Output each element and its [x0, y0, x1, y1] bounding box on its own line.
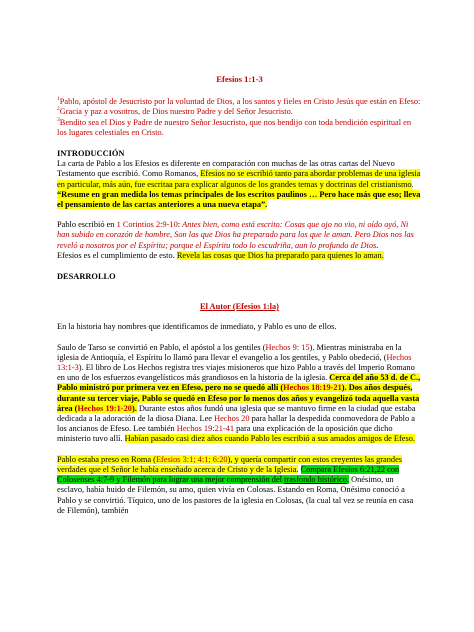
scripture-reference: Hechos 20	[214, 414, 250, 424]
highlighted-text: Habían pasado casi diez años cuando Pablo les escribió a sus amados amigos de Efeso.	[124, 434, 416, 444]
author-paragraph	[57, 343, 422, 445]
paragraph-text: Efesios es el cumplimiento de esto.	[57, 250, 177, 260]
scripture-reference: 1 Corintios 2:9-10	[116, 220, 178, 230]
section-subtitle: El Autor (Efesios 1:la)	[200, 302, 279, 312]
intro-text: La carta de Pablo a los Efesios es diferente en comparación con muchas de las otras cartas del Nuevo Testamento que escribió. Como Romanos,	[57, 159, 395, 179]
scripture-reference: Hechos 19:1-20	[77, 403, 132, 413]
highlighted-text: ).	[131, 403, 137, 413]
verse-number: 3	[57, 116, 60, 123]
intro-quote	[57, 190, 422, 210]
paragraph-text: para hallar la despedida conmovedora de Pablo a los ancianos de Efeso. Lee también	[57, 414, 415, 434]
prison-paragraph	[57, 455, 422, 516]
scripture-reference: Efesios 3:1; 4:1; 6:20	[155, 454, 228, 464]
paragraph-text: :	[177, 220, 183, 230]
highlighted-text: Revela las cosas que Dios ha preparado para quienes lo aman.	[176, 250, 384, 260]
desarrollo-heading: DESARROLLO	[57, 272, 116, 282]
paragraph-text: ). Mientras ministraba en la iglesia de Antioquía, el Espíritu lo llamó para llevar el evangelio a los gentiles, y Pablo obedeció, (	[57, 342, 402, 362]
highlighted-text: Cerca del año 53 d. de C., Pablo ministró por primera vez en Efeso, pero no se quedó allí (	[57, 373, 421, 393]
highlighted-text: Pablo estaba preso en Roma (	[57, 454, 156, 464]
verse-2: Gracia y paz a vosotros, de Dios nuestro Padre y del Señor Jesucristo.	[59, 107, 293, 117]
scripture-reference: Hechos 9: 15	[265, 342, 310, 352]
intro-heading: INTRODUCCIÓN	[57, 149, 125, 159]
verse-1: Pablo, apóstol de Jesucristo por la voluntad de Dios, a los santos y fieles en Cristo Jesús que están en Efeso:	[59, 97, 421, 107]
paragraph-text: para una explicación de la oposición que dicho ministerio tuvo allí.	[57, 424, 393, 444]
intro-text-end: .	[411, 179, 414, 189]
names-paragraph: En la historia hay nombres que identificamos de inmediato, y Pablo es uno de ellos.	[57, 322, 337, 332]
scripture-reference: Hechos 19:21-41	[176, 424, 235, 434]
green-highlighted-text: Compara Efesios 6:21,22 con Colosenses 4:7-9 y Filemón para lograr una mejor comprensión del	[57, 464, 400, 485]
paragraph-text: ). El libro de Los Hechos registra tres viajes misioneros que hizo Pablo a través del Imperio Romano en uno de los esfuerzos evangelísticos más grandiosos en la historia de la iglesia.	[57, 363, 415, 383]
scripture-reference: Hechos 18:19-21	[283, 383, 342, 393]
corinthians-paragraph	[57, 220, 422, 251]
paragraph-text: Durante estos años fundó una iglesia que se mantuvo firme en la ciudad que estaba dedicada a la adoración de la diosa Diana. Lee	[57, 403, 416, 424]
highlighted-text: ). Dos años después, durante su tercer viaje, Pablo se quedó en Efeso por lo menos dos años y evangelizó toda aquella vasta área (	[57, 383, 420, 413]
green-highlighted-text: .	[346, 475, 349, 485]
green-highlighted-link-text: trasfondo histórico	[284, 475, 347, 485]
document-body	[57, 74, 422, 516]
verse-number: 2	[57, 106, 60, 113]
paragraph-text: Pablo escribió en	[57, 220, 117, 230]
paragraph-text: .	[376, 240, 379, 250]
document-title: Efesios 1:1-3	[216, 74, 263, 84]
paragraph-text: Saulo de Tarso se convirtió en Pablo, el apóstol a los gentiles (	[57, 342, 266, 352]
fulfillment-paragraph	[57, 251, 422, 261]
scripture-passage	[57, 97, 422, 138]
highlighted-text: ), y quería compartir con estos creyentes las grandes verdades que el Señor le había enseñado acerca de Cristo y de la Iglesia.	[57, 454, 403, 474]
intro-paragraph	[57, 159, 422, 190]
verse-3: Bendito sea el Dios y Padre de nuestro Señor Jesucristo, que nos bendijo con toda bendición espiritual en los lugares celestiales en Cristo.	[57, 117, 412, 137]
scripture-quote: Antes bien, como está escrito: Cosas que ojo no vio, ni oído oyó, Ni han subido en corazón de hombre, Son las que Dios ha preparado para los que le aman. Pero Dios nos las reveló a nosotros por el Espíritu; porque el Espíritu todo lo escudriña, aun lo profundo de Dios	[57, 220, 414, 250]
verse-number: 1	[57, 96, 60, 103]
scripture-reference: Hechos 13:1-3	[57, 352, 412, 373]
quote-text: “Resume en gran medida los temas principales de los escritos paulinos … Pero hace más que eso; lleva el pensamiento de las cartas anteriores a una nueva etapa”.	[57, 189, 421, 210]
paragraph-text: Onésimo, un esclavo, había huido de Filemón, su amo, quien vivía en Colosas. Estando en Roma, Onésimo conoció a Pablo y se convirtió. Tíquico, uno de los pastores de la iglesia en Colosas, (la cual tal vez se reunía en casa de Filemón), también	[57, 475, 414, 515]
highlighted-text: Efesios no se escribió tanto para abordar problemas de una iglesia en particular, más aún, fue escritaa para explicar algunos de los grandes temas y doctrinas del cristianismo	[57, 169, 421, 189]
